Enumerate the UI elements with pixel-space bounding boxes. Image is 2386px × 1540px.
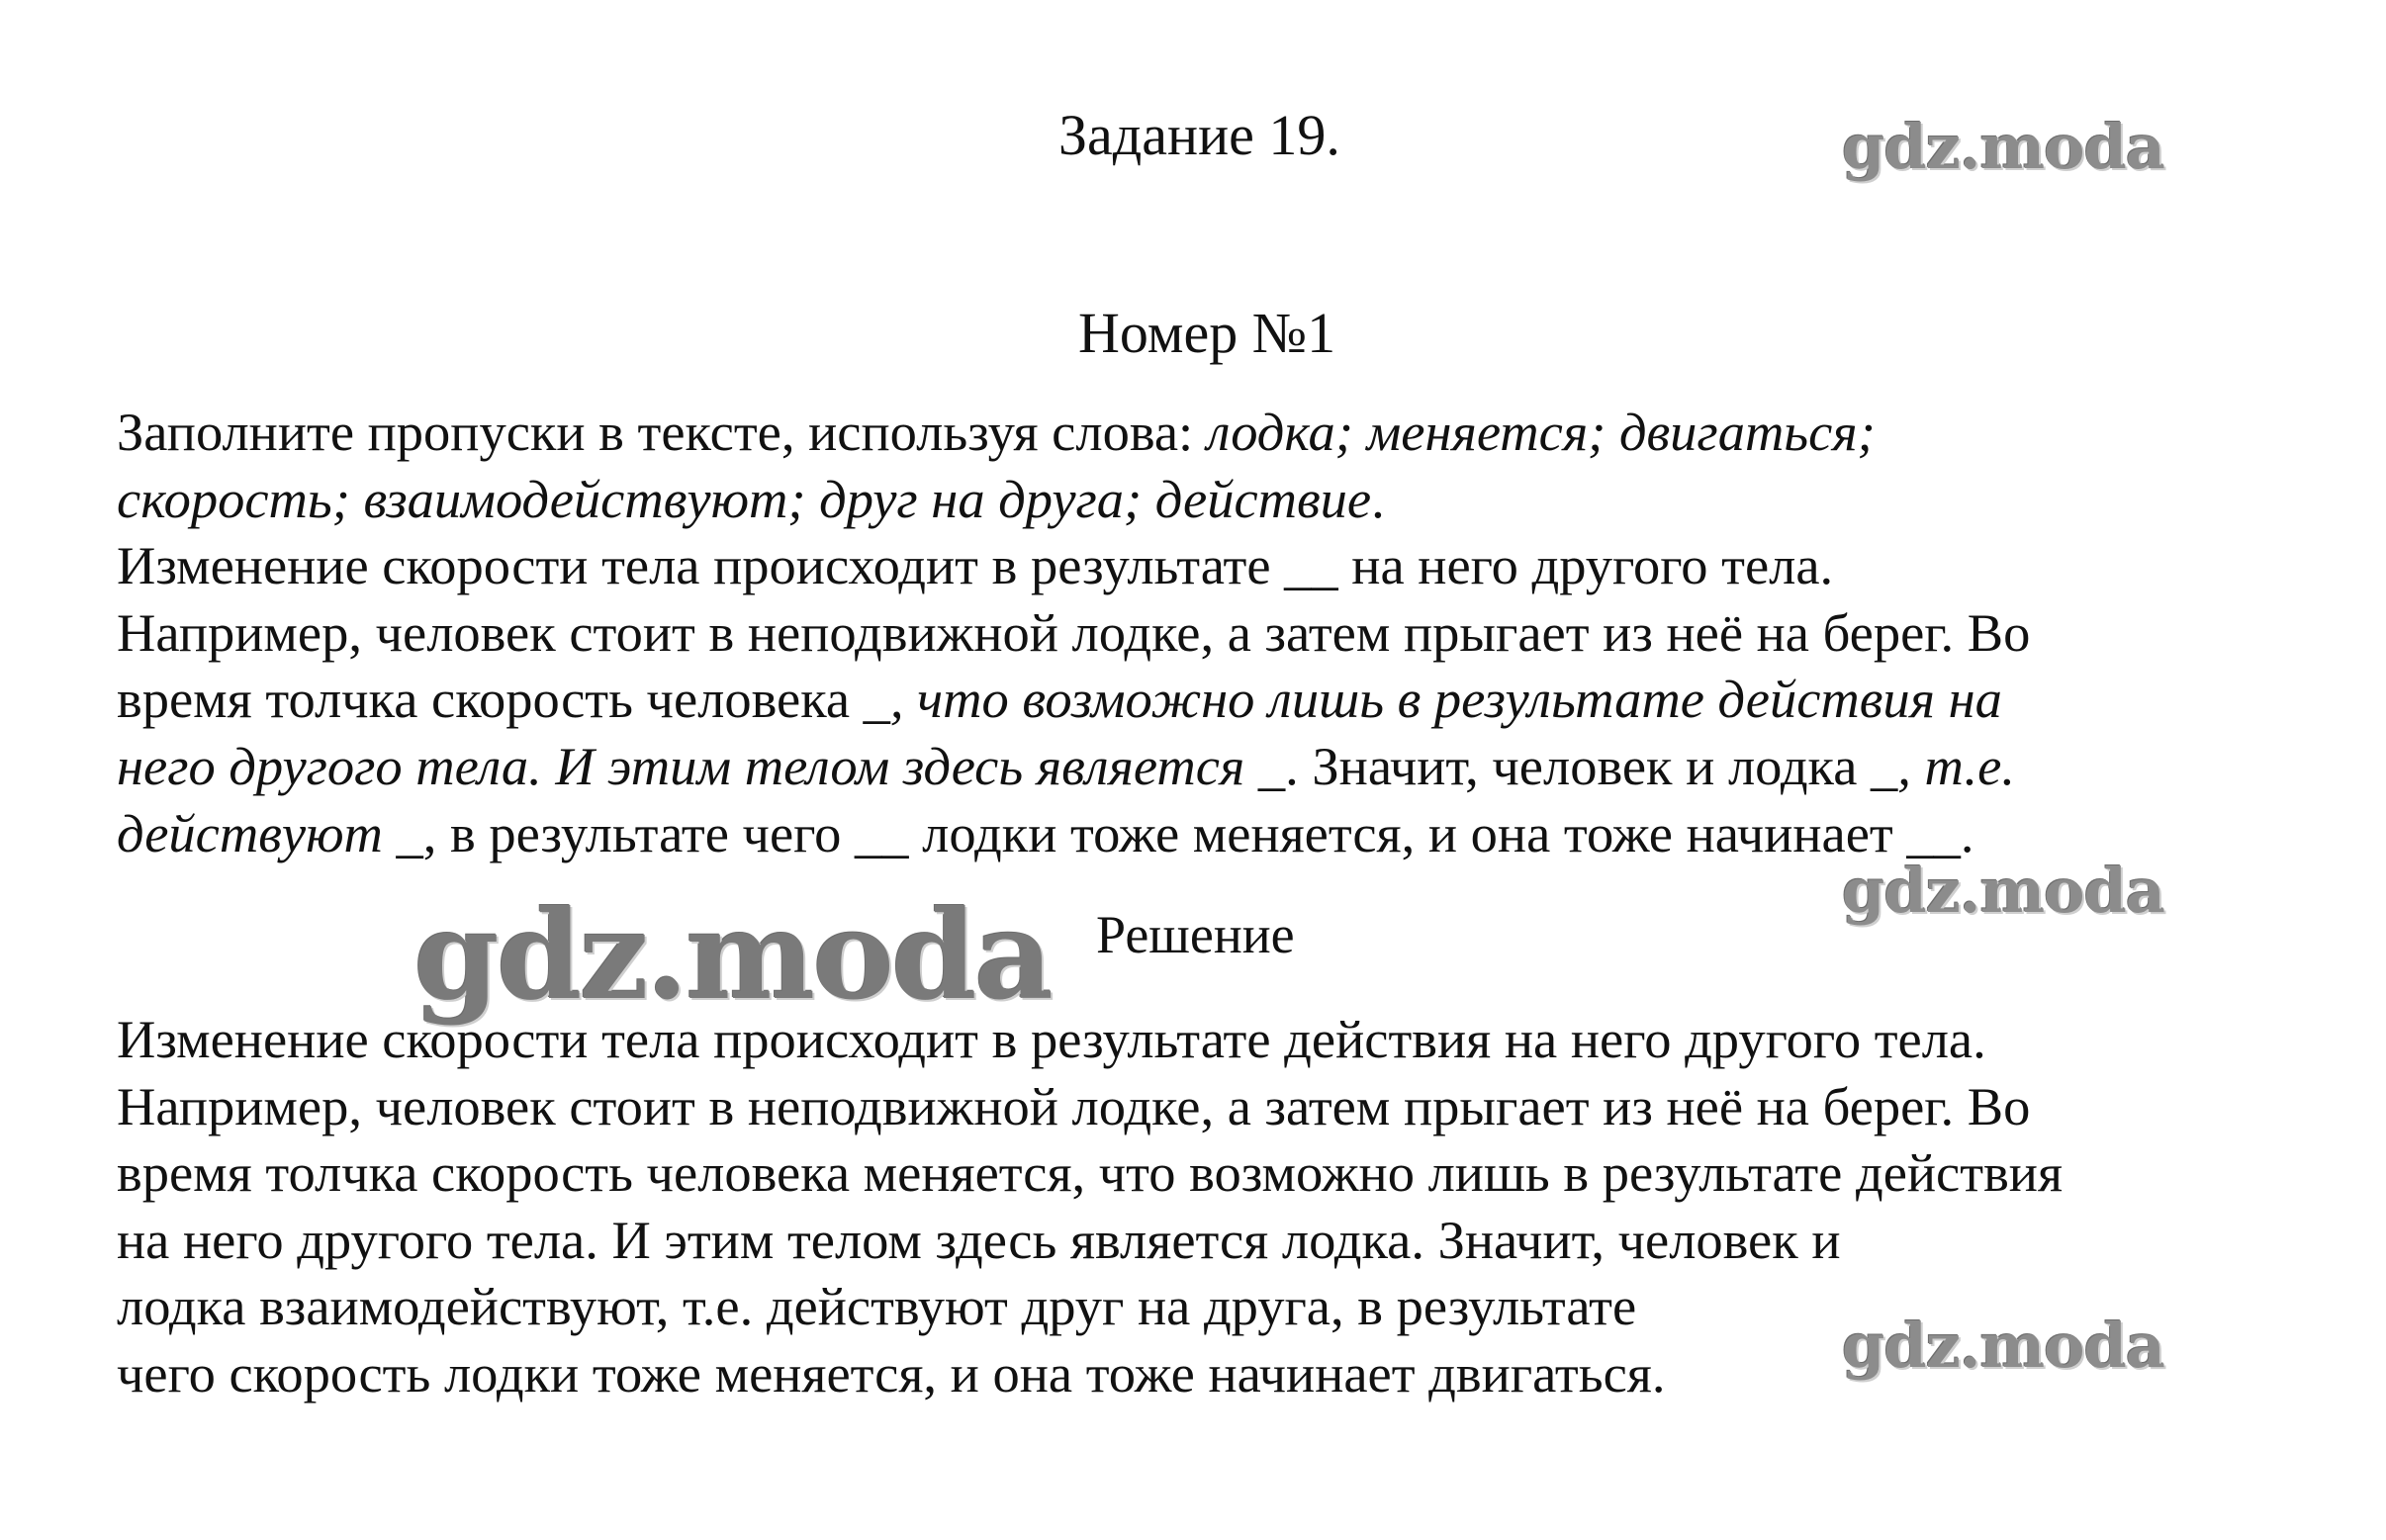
solution-line: Изменение скорости тела происходит в результате действия на него другого тела. <box>117 1009 1986 1069</box>
task-instruction: Заполните пропуски в тексте, используя слова: <box>117 402 1207 462</box>
task-text-italic: , т.е. <box>1897 735 2015 796</box>
solution-line: время толчка скорость человека меняется, что возможно лишь в результате действия <box>117 1142 2064 1204</box>
watermark-logo: gdz.moda <box>1842 855 2164 927</box>
task-line <box>117 733 2313 800</box>
task-text-segment: время толчка скорость человека _ <box>117 669 890 730</box>
task-text-italic: него другого тела. И этим телом здесь является _ <box>117 735 1286 796</box>
task-line <box>117 399 2313 466</box>
solution-title: Решение <box>1096 905 1295 964</box>
task-line <box>117 466 2313 533</box>
task-word-list: скорость; взаимодействуют; друг на друга; действие <box>117 468 1372 529</box>
task-line: Изменение скорости тела происходит в результате __ на него другого тела. <box>117 535 1834 596</box>
task-text-segment: . <box>1371 468 1385 529</box>
task-text-segment: , в результате чего __ лодки тоже меняется, и она тоже начинает __. <box>422 802 1974 863</box>
watermark-logo: gdz.moda <box>1842 111 2164 183</box>
watermark-logo: gdz.moda <box>413 884 1051 1028</box>
solution-line: на него другого тела. И этим телом здесь является лодка. Значит, человек и <box>117 1209 1841 1270</box>
task-text <box>117 399 2313 866</box>
task-title: Задание 19. <box>1058 103 1340 167</box>
watermark-logo: gdz.moda <box>1842 1310 2164 1382</box>
task-line: Например, человек стоит в неподвижной лодке, а затем прыгает из неё на берег. Во <box>117 601 2031 663</box>
solution-line: Например, человек стоит в неподвижной лодке, а затем прыгает из неё на берег. Во <box>117 1075 2031 1136</box>
task-text-italic: , что возможно лишь в результате действия на <box>889 669 2002 730</box>
task-text-italic: действуют _ <box>117 802 423 863</box>
task-line <box>117 666 2313 733</box>
solution-line: лодка взаимодействуют, т.е. действуют друг на друга, в результате <box>117 1276 1637 1337</box>
solution-line: чего скорость лодки тоже меняется, и она тоже начинает двигаться. <box>117 1342 1666 1404</box>
number-title: Номер №1 <box>1078 301 1336 365</box>
task-word-list: лодка; меняется; двигаться; <box>1206 402 1876 462</box>
task-text-segment: . Значит, человек и лодка _ <box>1285 735 1898 796</box>
